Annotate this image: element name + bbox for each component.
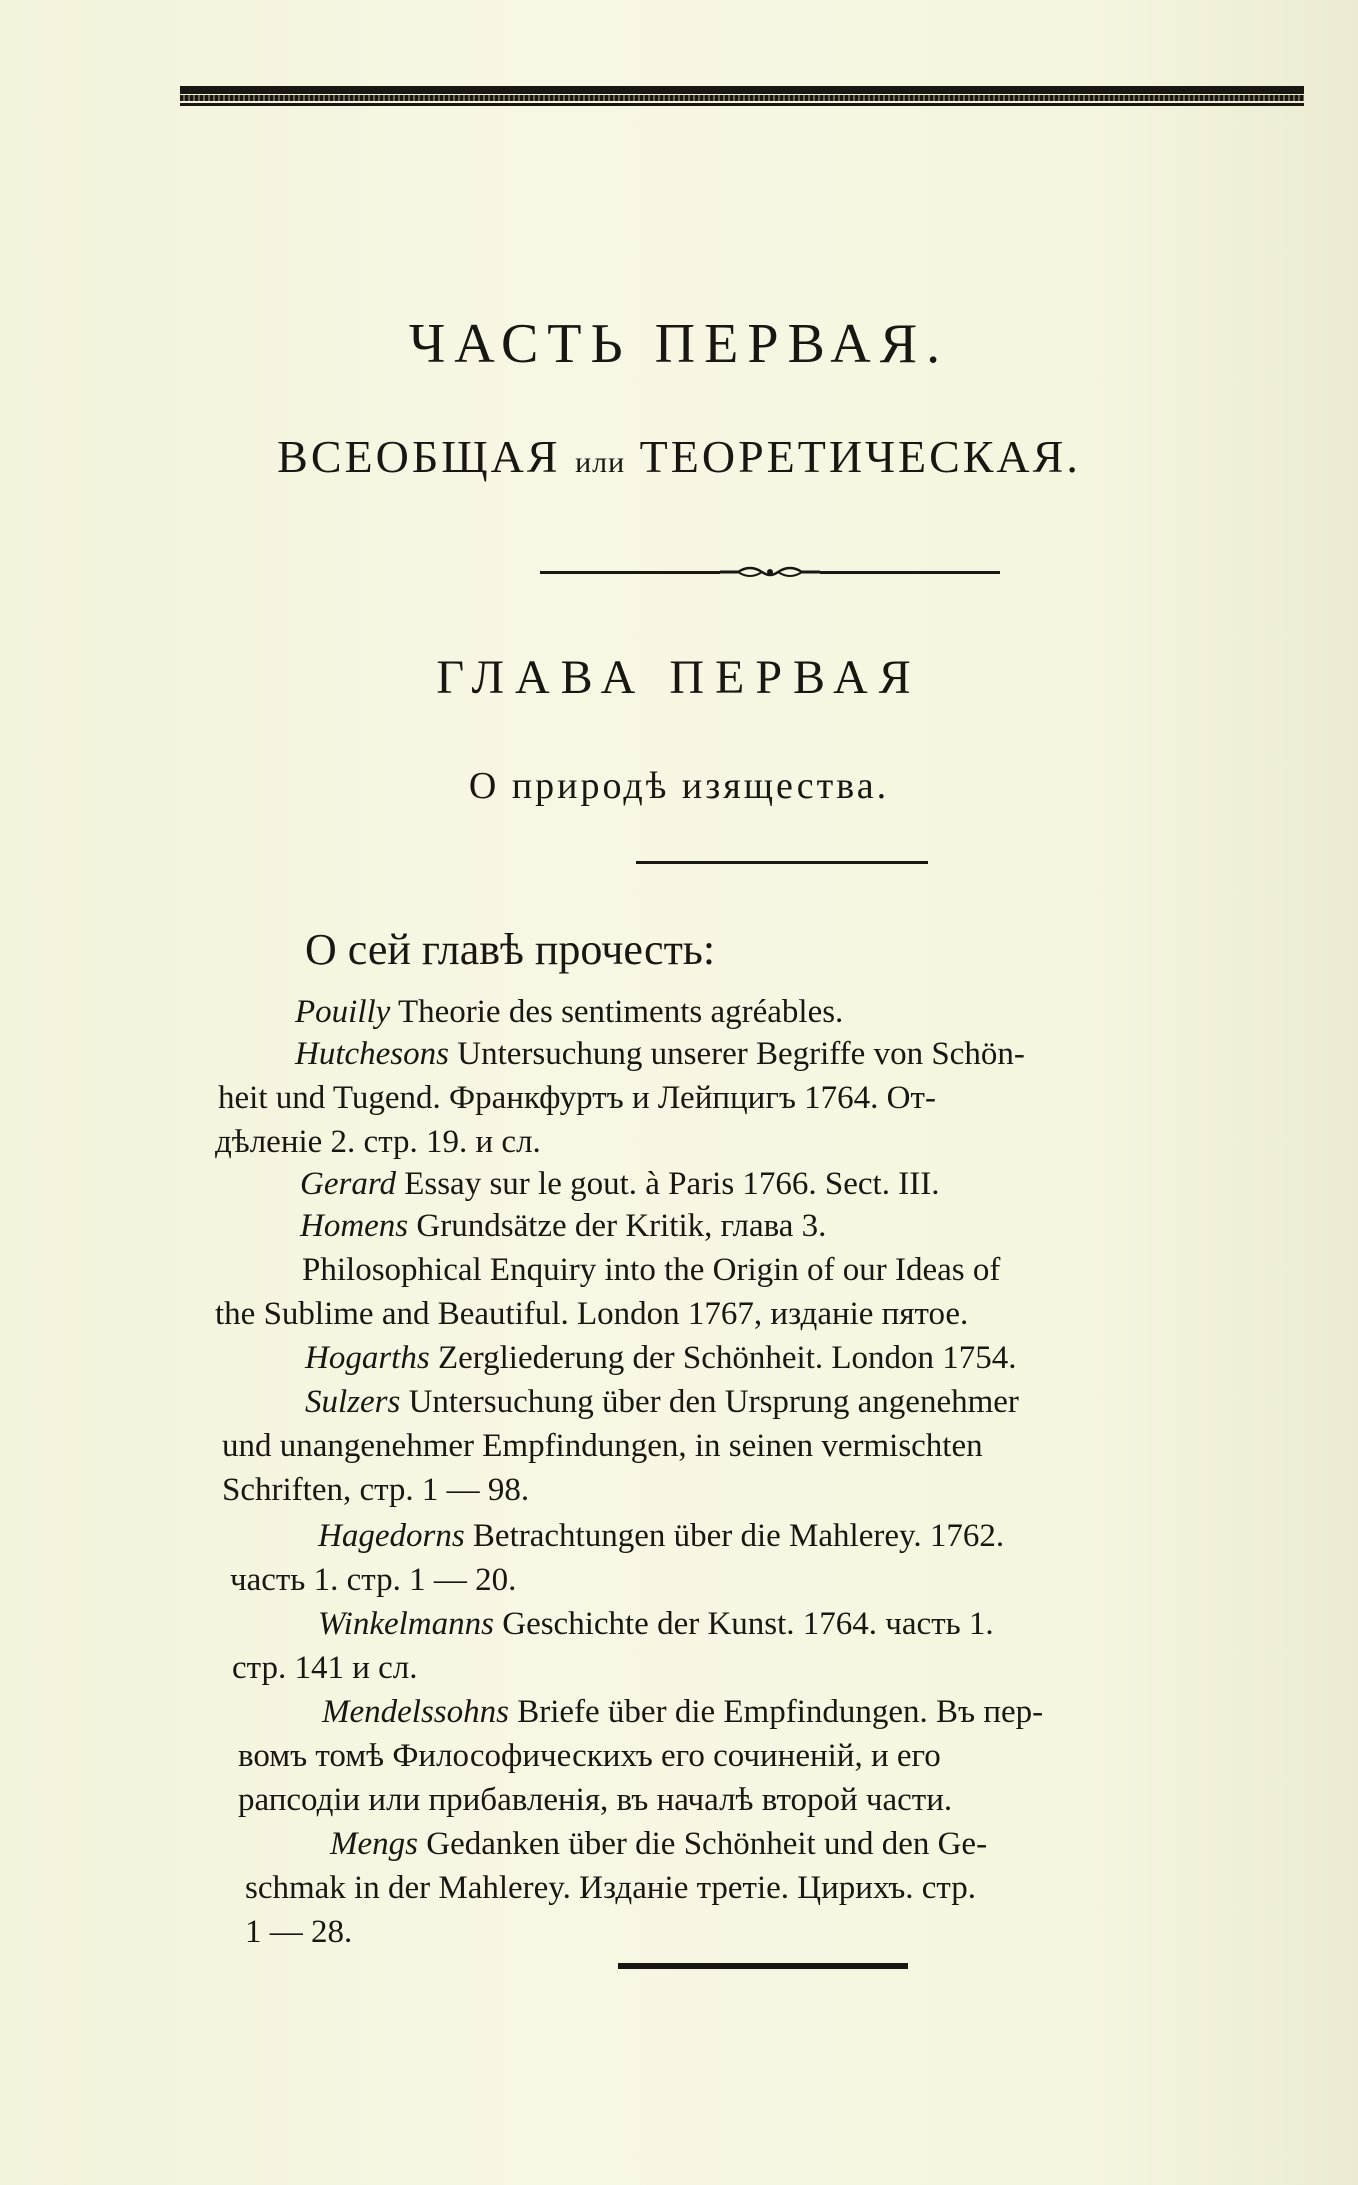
bibliography-line: Philosophical Enquiry into the Origin of our Ideas of — [302, 1252, 1001, 1288]
part-subtitle-b: ТЕОРЕТИЧЕСКАЯ. — [639, 431, 1081, 482]
bibliography-line: 1 — 28. — [245, 1914, 353, 1950]
author-name: Mendelssohns — [322, 1694, 509, 1730]
part-title: ЧАСТЬ ПЕРВАЯ. — [408, 313, 950, 375]
bibliography-line: Pouilly Theorie des sentiments agréables. — [295, 994, 844, 1030]
bibliography-line: стр. 141 и сл. — [232, 1650, 418, 1686]
chapter-title: ГЛАВА ПЕРВАЯ — [436, 651, 922, 704]
bibliography-line: schmak in der Mahlerey. Изданіе третіе. Цирихъ. стр. — [245, 1870, 976, 1906]
author-name: Mengs — [330, 1826, 418, 1862]
author-name: Hogarths — [305, 1340, 430, 1376]
bibliography-line: Gerard Essay sur le gout. à Paris 1766. Sect. III. — [300, 1166, 940, 1202]
author-name: Sulzers — [305, 1384, 401, 1420]
bibliography-line: Hogarths Zergliederung der Schönheit. London 1754. — [305, 1340, 1017, 1376]
bibliography-line: Mendelssohns Briefe über die Empfindungen. Въ пер- — [322, 1694, 1044, 1730]
bibliography-line: Winkelmanns Geschichte der Kunst. 1764. часть 1. — [318, 1606, 994, 1642]
bibliography-line: Homens Grundsätze der Kritik, глава 3. — [300, 1208, 827, 1244]
author-name: Homens — [300, 1208, 409, 1244]
bibliography-line: вомъ томѣ Философическихъ его сочиненій, и его — [238, 1738, 941, 1774]
part-subtitle-conjunction: или — [575, 446, 626, 479]
bibliography-line: рапсодіи или прибавленія, въ началѣ второй части. — [238, 1782, 953, 1818]
author-name: Hagedorns — [318, 1518, 465, 1554]
author-name: Winkelmanns — [318, 1606, 494, 1642]
bibliography-heading: О сей главѣ прочесть: — [305, 925, 716, 974]
bibliography-line: Hutchesons Untersuchung unserer Begriffe von Schön- — [295, 1036, 1025, 1072]
author-name: Pouilly — [295, 994, 391, 1030]
bibliography-line: Mengs Gedanken über die Schönheit und den Ge- — [330, 1826, 988, 1862]
chapter-subtitle: О природѣ изящества. — [468, 765, 890, 807]
bibliography-line: und unangenehmer Empfindungen, in seinen vermischten — [222, 1428, 983, 1464]
bottom-divider — [618, 1963, 908, 1969]
author-name: Gerard — [300, 1166, 396, 1202]
bibliography-line: heit und Tugend. Франкфуртъ и Лейпцигъ 1764. От- — [218, 1080, 936, 1116]
bibliography-line: Hagedorns Betrachtungen über die Mahlerey. 1762. — [318, 1518, 1005, 1554]
top-decorative-rule — [180, 86, 1304, 108]
ornament-divider — [540, 562, 1000, 582]
bibliography-line: the Sublime and Beautiful. London 1767, изданіе пятое. — [215, 1296, 969, 1332]
bibliography-line: Sulzers Untersuchung über den Ursprung angenehmer — [305, 1384, 1019, 1420]
part-subtitle — [0, 430, 1358, 483]
bibliography-line: Schriften, стр. 1 — 98. — [222, 1472, 530, 1508]
bibliography-line: дѣленіе 2. стр. 19. и сл. — [215, 1124, 541, 1160]
ornament-flourish-icon — [720, 564, 820, 580]
chapter-divider — [636, 861, 928, 864]
author-name: Hutchesons — [295, 1036, 449, 1072]
bibliography-line: часть 1. стр. 1 — 20. — [230, 1562, 517, 1598]
part-subtitle-a: ВСЕОБЩАЯ — [277, 431, 561, 482]
